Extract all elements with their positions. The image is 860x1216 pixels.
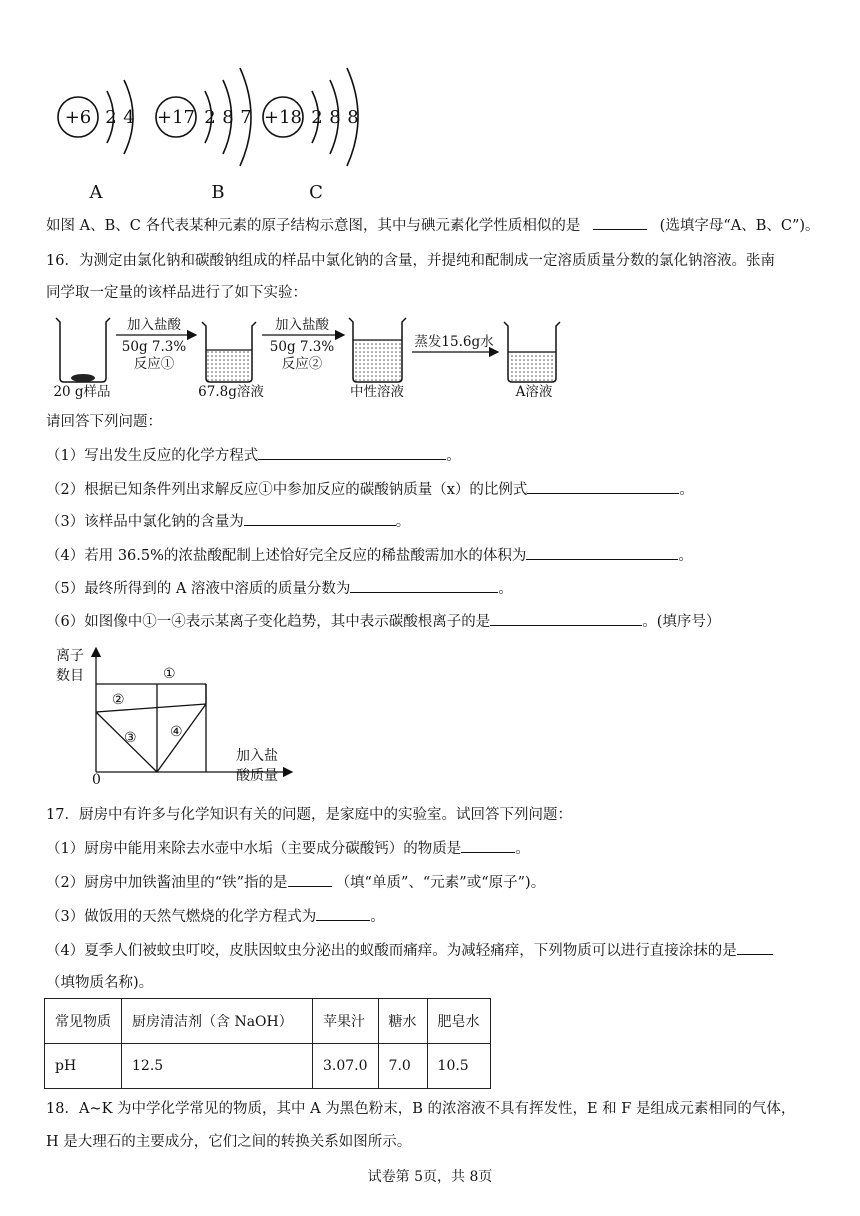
atom-a-nucleus: +6: [64, 107, 92, 128]
atom-a-label: A: [89, 182, 103, 203]
q16-prompt: 请回答下列问题：: [46, 414, 162, 430]
curve-4-label: ④: [170, 724, 183, 740]
y-label-2: 数目: [56, 668, 84, 684]
arrow2-mid: 50g 7.3%: [269, 339, 335, 355]
table-cell: 苹果汁: [313, 999, 379, 1044]
x-label-1: 加入盐: [236, 748, 278, 764]
origin-label: 0: [92, 772, 101, 788]
q17-item-2-blank[interactable]: [288, 872, 332, 887]
atom-c-label: C: [309, 182, 323, 203]
table-cell: 肥皂水: [427, 999, 490, 1044]
beaker4-label: A溶液: [515, 384, 553, 400]
atom-b-label: B: [211, 182, 225, 203]
curve-2-label: ②: [112, 692, 125, 708]
q17-item-4-blank[interactable]: [737, 940, 773, 955]
beaker1-label: 20 g样品: [53, 384, 111, 400]
arrow2-top: 加入盐酸: [275, 317, 329, 333]
atom-b-shell-2: 8: [222, 107, 234, 128]
atom-b-nucleus: +17: [157, 107, 195, 128]
q16-item-2-blank[interactable]: [527, 479, 679, 494]
arrow1-bot: 反应①: [133, 356, 175, 372]
table-cell: 10.5: [427, 1044, 490, 1089]
q16-stem-line2: 同学取一定量的该样品进行了如下实验：: [46, 285, 307, 301]
table-cell: 7.0: [378, 1044, 427, 1089]
atom-a-shell-1: 2: [105, 107, 117, 128]
q17-item-2: （2）厨房中加铁酱油里的“铁”指的是 （填“单质”、“元素”或“原子”)。: [46, 872, 545, 893]
atom-c-shell-1: 2: [311, 107, 323, 128]
table-cell: 常见物质: [45, 999, 122, 1044]
q16-item-3: （3）该样品中氯化钠的含量为 。: [46, 511, 410, 532]
q16-item-5: （5）最终所得到的 A 溶液中溶质的质量分数为 。: [46, 578, 513, 599]
q16-item-6-blank[interactable]: [490, 611, 642, 626]
q16-item-5-blank[interactable]: [350, 578, 498, 593]
q16-item-3-blank[interactable]: [244, 511, 396, 526]
arrow1-top: 加入盐酸: [127, 317, 181, 333]
q15-answer-blank[interactable]: [593, 215, 647, 230]
q15-stem: 如图 A、B、C 各代表某种元素的原子结构示意图，其中与碘元素化学性质相似的是 (选填字母“A、B、C”)。: [46, 215, 820, 236]
beaker2-label: 67.8g溶液: [198, 384, 264, 400]
q17-item-4-tail: （填物质名称)。: [46, 975, 154, 991]
table-cell: 12.5: [122, 1044, 313, 1089]
curve-3-label: ③: [124, 730, 137, 746]
atom-a-shell-2: 4: [123, 107, 135, 128]
table-cell: 糖水: [378, 999, 427, 1044]
experiment-flow-diagram: [46, 310, 586, 402]
q16-item-6: （6）如图像中①一④表示某离子变化趋势，其中表示碳酸根离子的是 。(填序号）: [46, 611, 720, 632]
arrow3-top: 蒸发15.6g水: [414, 334, 494, 350]
q16-item-2: （2）根据已知条件列出求解反应①中参加反应的碳酸钠质量（x）的比例式 。: [46, 479, 694, 500]
y-label-1: 离子: [56, 648, 84, 664]
beaker-sample: [56, 318, 110, 382]
ph-table: [44, 998, 491, 1089]
atom-c-shell-2: 8: [329, 107, 341, 128]
q16-item-1: （1）写出发生反应的化学方程式 。: [46, 445, 461, 466]
q18-line2: H 是大理石的主要成分，它们之间的转换关系如图所示。: [46, 1134, 412, 1150]
beaker3-label: 中性溶液: [350, 384, 404, 400]
x-label-2: 酸质量: [236, 768, 278, 784]
table-cell: pH: [45, 1044, 122, 1089]
q17-item-1-blank[interactable]: [461, 838, 515, 853]
atom-structure-diagrams: [40, 60, 380, 210]
table-row: [45, 999, 491, 1044]
atom-c-shell-3: 8: [347, 107, 359, 128]
arrow2-bot: 反应②: [281, 356, 323, 372]
q18-line1: 18．A~K 为中学化学常见的物质，其中 A 为黑色粉末，B 的浓溶液不具有挥发性，E 和 F 是组成元素相同的气体，: [46, 1101, 796, 1117]
q17-item-3: （3）做饭用的天然气燃烧的化学方程式为 。: [46, 906, 385, 927]
table-cell: 3.07.0: [313, 1044, 379, 1089]
table-row: [45, 1044, 491, 1089]
curve-1-label: ①: [163, 666, 176, 682]
q17-item-1: （1）厨房中能用来除去水壶中水垢（主要成分碳酸钙）的物质是 。: [46, 838, 530, 859]
page-footer: 试卷第 5页，共 8页: [367, 1169, 493, 1185]
ion-change-graph: [50, 642, 300, 788]
atom-b-shell-3: 7: [240, 107, 252, 128]
q17-item-4: （4）夏季人们被蚊虫叮咬，皮肤因蚊虫分泌出的蚁酸而痛痒。为减轻痛痒，下列物质可以进行直接涂抹的是: [46, 940, 773, 961]
q17-item-3-blank[interactable]: [316, 906, 370, 921]
q17-stem: 17．厨房中有许多与化学知识有关的问题，是家庭中的实验室。试回答下列问题：: [46, 807, 572, 823]
table-cell: 厨房清洁剂（含 NaOH）: [122, 999, 313, 1044]
q16-item-4-blank[interactable]: [526, 545, 678, 560]
q16-stem-line1: 16．为测定由氯化钠和碳酸钠组成的样品中氯化钠的含量，并提纯和配制成一定溶质质量分数的氯化钠溶液。张南: [46, 253, 775, 269]
q16-item-4: （4）若用 36.5%的浓盐酸配制上述恰好完全反应的稀盐酸需加水的体积为 。: [46, 545, 693, 566]
atom-b-shell-1: 2: [204, 107, 216, 128]
q16-item-1-blank[interactable]: [258, 445, 446, 460]
arrow1-mid: 50g 7.3%: [121, 339, 187, 355]
atom-c-nucleus: +18: [264, 107, 302, 128]
